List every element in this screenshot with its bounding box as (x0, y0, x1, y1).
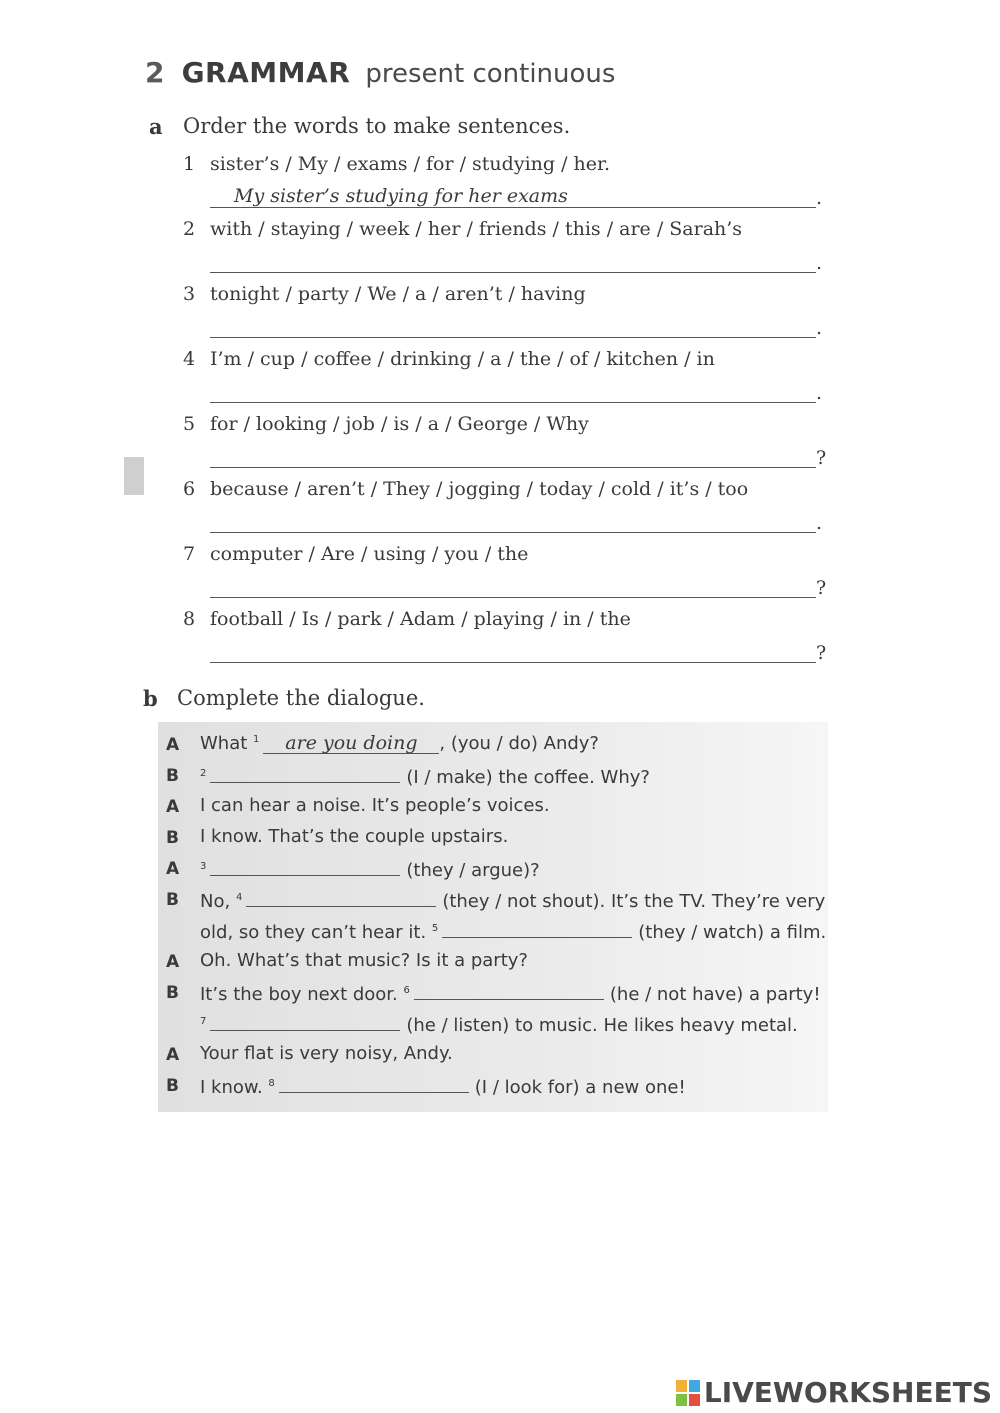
answer-text: My sister’s studying for her exams (234, 185, 568, 207)
line-text: It’s the boy next door. (200, 984, 398, 1005)
answer-blank[interactable] (210, 764, 400, 783)
dialogue-line (200, 1074, 686, 1098)
end-punctuation: . (816, 252, 823, 274)
gap-number: 5 (431, 923, 439, 934)
item-number: 1 (183, 153, 196, 175)
section-a-letter: a (149, 114, 163, 139)
speaker-label: B (166, 766, 179, 786)
item-prompt: football / Is / park / Adam / playing / in / the (210, 608, 631, 630)
line-text: , (you / do) Andy? (439, 733, 599, 754)
answer-field[interactable] (210, 207, 816, 208)
line-text: (I / make) the coffee. Why? (406, 767, 650, 788)
exercise-topic: present continuous (365, 59, 616, 89)
line-text: No, (200, 891, 231, 912)
speaker-label: B (166, 983, 179, 1003)
end-punctuation: ? (816, 642, 827, 664)
item-prompt: for / looking / job / is / a / George / Why (210, 413, 589, 435)
dialogue-line (200, 857, 540, 881)
answer-field[interactable] (210, 402, 816, 403)
item-prompt: sister’s / My / exams / for / studying / her. (210, 153, 611, 175)
gap-number: 4 (235, 892, 243, 903)
item-prompt: with / staying / week / her / friends / this / are / Sarah’s (210, 218, 743, 240)
liveworksheets-logo-icon (676, 1380, 700, 1406)
speaker-label: B (166, 890, 179, 910)
exercise-title: GRAMMAR (181, 56, 351, 89)
answer-field[interactable] (210, 272, 816, 273)
line-text: (he / listen) to music. He likes heavy metal. (406, 1015, 798, 1036)
item-number: 3 (183, 283, 196, 305)
dialogue-line: Oh. What’s that music? Is it a party? (200, 950, 528, 971)
answer-field[interactable] (210, 337, 816, 338)
item-prompt: I’m / cup / coffee / drinking / a / the / of / kitchen / in (210, 348, 715, 370)
dialogue-line (200, 733, 599, 754)
section-b-letter: b (143, 686, 158, 711)
item-prompt: because / aren’t / They / jogging / today / cold / it’s / too (210, 478, 749, 500)
speaker-label: B (166, 828, 179, 848)
item-number: 6 (183, 478, 196, 500)
end-punctuation: . (816, 187, 823, 209)
gap-number: 1 (253, 734, 260, 745)
exercise-number: 2 (145, 56, 165, 89)
speaker-label: A (166, 1045, 180, 1065)
gap-number: 8 (268, 1078, 275, 1089)
dialogue-line: Your flat is very noisy, Andy. (200, 1043, 453, 1064)
answer-blank[interactable] (210, 1012, 400, 1031)
answer-field[interactable] (210, 597, 816, 598)
speaker-label: A (166, 952, 180, 972)
line-text: What (200, 733, 248, 754)
end-punctuation: . (816, 317, 823, 339)
item-number: 4 (183, 348, 196, 370)
gap-number: 7 (200, 1016, 207, 1027)
item-prompt: computer / Are / using / you / the (210, 543, 529, 565)
line-text: (they / argue)? (406, 860, 540, 881)
dialogue-line: I can hear a noise. It’s people’s voices. (200, 795, 550, 816)
end-punctuation: . (816, 512, 823, 534)
item-number: 5 (183, 413, 196, 435)
dialogue-line (200, 981, 821, 1005)
line-text: (they / watch) a film. (638, 922, 827, 943)
answer-blank[interactable] (442, 919, 632, 938)
answer-blank[interactable]: are you doing (263, 733, 439, 754)
line-text: I know. (200, 1077, 263, 1098)
dialogue-line (200, 919, 826, 943)
line-text: (he / not have) a party! (609, 984, 821, 1005)
speaker-label: B (166, 1076, 179, 1096)
dialogue-line: I know. That’s the couple upstairs. (200, 826, 509, 847)
answer-blank[interactable] (210, 857, 400, 876)
answer-field[interactable] (210, 467, 816, 468)
gap-number: 6 (403, 985, 410, 996)
item-number: 8 (183, 608, 196, 630)
line-text: (I / look for) a new one! (474, 1077, 686, 1098)
brand-logo (676, 1376, 992, 1409)
item-prompt: tonight / party / We / a / aren’t / having (210, 283, 586, 305)
item-number: 2 (183, 218, 196, 240)
gap-number: 3 (200, 861, 207, 872)
exercise-header (145, 56, 615, 89)
answer-blank[interactable] (414, 981, 604, 1000)
speaker-label: A (166, 797, 180, 817)
brand-name: LIVEWORKSHEETS (703, 1376, 992, 1409)
dialogue-line (200, 1012, 798, 1036)
line-text: old, so they can’t hear it. (200, 922, 427, 943)
end-punctuation: ? (816, 447, 827, 469)
dialogue-line (200, 888, 825, 912)
section-b-instruction: Complete the dialogue. (177, 686, 425, 710)
dialogue-line (200, 764, 650, 788)
line-text: (they / not shout). It’s the TV. They’re very (442, 891, 826, 912)
section-a-instruction: Order the words to make sentences. (183, 114, 571, 138)
end-punctuation: . (816, 382, 823, 404)
answer-blank[interactable] (279, 1074, 469, 1093)
speaker-label: A (166, 735, 180, 755)
answer-blank[interactable] (246, 888, 436, 907)
gap-number: 2 (200, 768, 207, 779)
speaker-label: A (166, 859, 180, 879)
answer-field[interactable] (210, 532, 816, 533)
item-number: 7 (183, 543, 196, 565)
side-tab-marker (124, 457, 144, 495)
answer-field[interactable] (210, 662, 816, 663)
end-punctuation: ? (816, 577, 827, 599)
